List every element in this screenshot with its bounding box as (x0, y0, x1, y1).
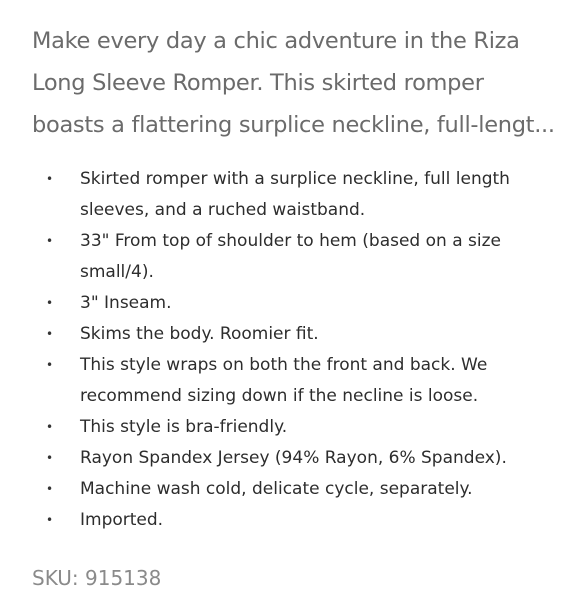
feature-text: Imported. (80, 510, 164, 530)
bullet-icon: • (46, 172, 54, 186)
feature-text: Skims the body. Roomier fit. (80, 324, 319, 344)
feature-item (0, 350, 580, 412)
description-line: Make every day a chic adventure in the Riza (32, 28, 520, 54)
description-line: Long Sleeve Romper. This skirted romper (32, 70, 484, 96)
feature-item (0, 474, 580, 505)
description-line: boasts a flattering surplice neckline, full-lengt... (32, 112, 555, 138)
bullet-icon: • (46, 358, 54, 372)
bullet-icon: • (46, 420, 54, 434)
sku-label: SKU: 915138 (32, 566, 162, 590)
feature-text: small/4). (80, 262, 154, 282)
feature-item (0, 319, 580, 350)
feature-item (0, 164, 580, 226)
feature-list (0, 164, 580, 536)
feature-text: This style wraps on both the front and back. We (80, 355, 488, 375)
feature-text: Rayon Spandex Jersey (94% Rayon, 6% Spandex). (80, 448, 507, 468)
bullet-icon: • (46, 327, 54, 341)
feature-item (0, 288, 580, 319)
feature-text: Skirted romper with a surplice neckline, full length (80, 169, 510, 189)
feature-item (0, 226, 580, 288)
feature-text: recommend sizing down if the necline is loose. (80, 386, 479, 406)
feature-text: 3" Inseam. (80, 293, 172, 313)
feature-text: This style is bra-friendly. (80, 417, 288, 437)
feature-item (0, 412, 580, 443)
product-description (32, 20, 562, 146)
feature-item (0, 443, 580, 474)
bullet-icon: • (46, 296, 54, 310)
bullet-icon: • (46, 513, 54, 527)
feature-text: Machine wash cold, delicate cycle, separately. (80, 479, 473, 499)
bullet-icon: • (46, 482, 54, 496)
feature-text: sleeves, and a ruched waistband. (80, 200, 366, 220)
feature-item (0, 505, 580, 536)
bullet-icon: • (46, 451, 54, 465)
bullet-icon: • (46, 234, 54, 248)
feature-text: 33" From top of shoulder to hem (based on a size (80, 231, 501, 251)
